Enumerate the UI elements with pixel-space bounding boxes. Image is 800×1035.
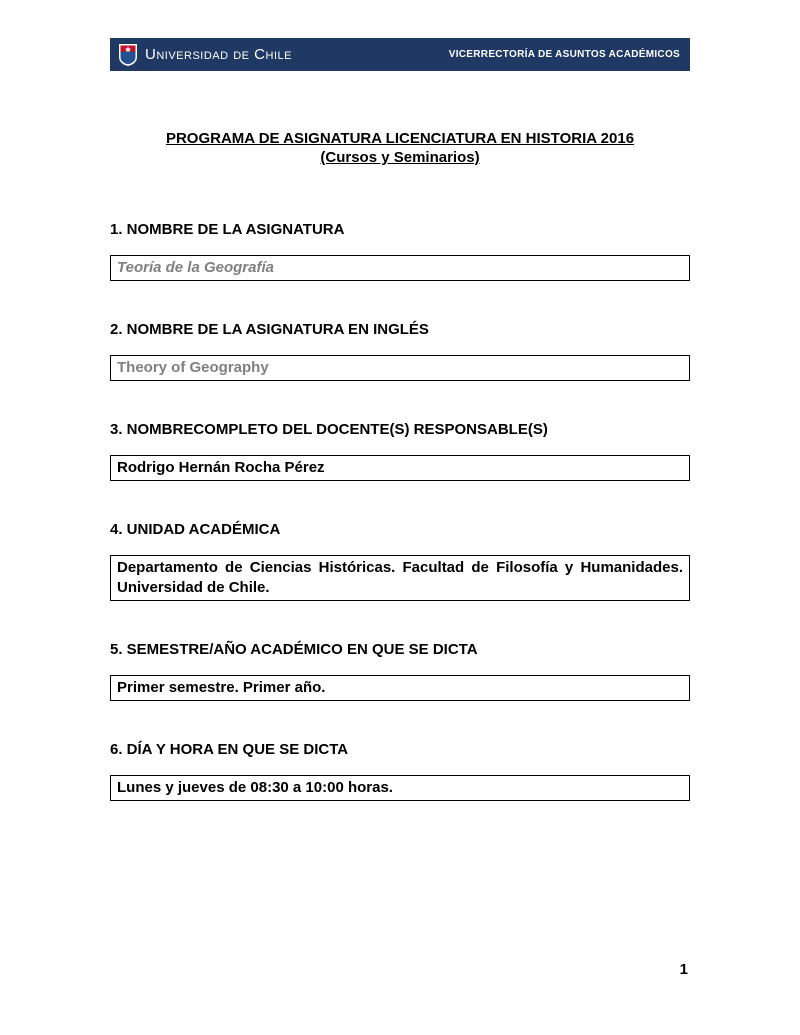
section-nombre-asignatura [110,221,690,281]
section-docente-responsable [110,421,690,481]
university-brand [118,43,292,67]
section-heading: 1. NOMBRE DE LA ASIGNATURA [110,221,345,238]
page-number: 1 [679,961,688,978]
field-value-box: Primer semestre. Primer año. [110,675,690,701]
field-value-box: Teoría de la Geografía [110,255,690,281]
section-heading: 6. DÍA Y HORA EN QUE SE DICTA [110,741,349,758]
section-nombre-ingles [110,321,690,381]
university-shield-icon [118,43,138,67]
university-name: Universidad de Chile [145,46,292,63]
header-bar [110,38,690,71]
section-unidad-academica [110,521,690,601]
title-line-2: (Cursos y Seminarios) [320,149,480,166]
field-value-box: Rodrigo Hernán Rocha Pérez [110,455,690,481]
field-value-box: Departamento de Ciencias Históricas. Facultad de Filosofía y Humanidades. Universidad de Chile. [110,555,690,601]
section-heading: 3. NOMBRECOMPLETO DEL DOCENTE(S) RESPONSABLE(S) [110,421,548,438]
section-dia-hora [110,741,690,801]
section-semestre-academico [110,641,690,701]
section-heading: 4. UNIDAD ACADÉMICA [110,521,281,538]
section-heading: 2. NOMBRE DE LA ASIGNATURA EN INGLÉS [110,321,429,338]
section-heading: 5. SEMESTRE/AÑO ACADÉMICO EN QUE SE DICTA [110,641,478,658]
field-value-box: Theory of Geography [110,355,690,381]
vicerrectoria-label: VICERRECTORÍA DE ASUNTOS ACADÉMICOS [448,49,680,60]
field-value-box: Lunes y jueves de 08:30 a 10:00 horas. [110,775,690,801]
title-line-1: PROGRAMA DE ASIGNATURA LICENCIATURA EN HISTORIA 2016 [165,130,635,147]
document-title [110,129,690,167]
